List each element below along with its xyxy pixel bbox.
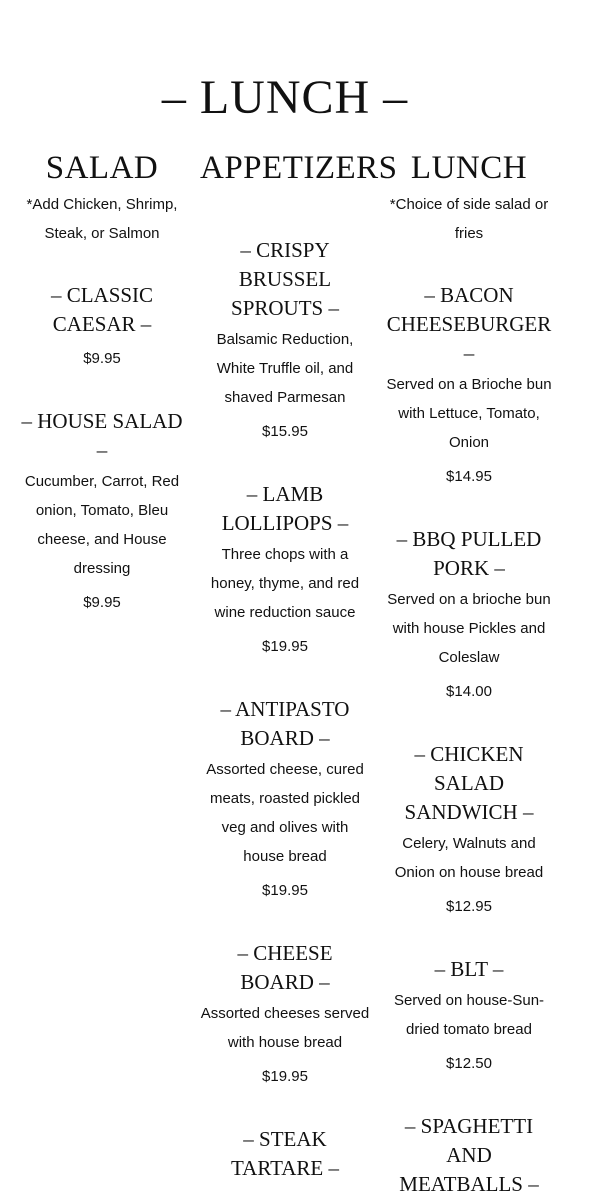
column-title: APPETIZERS: [200, 150, 398, 186]
menu-column-lunch: [384, 148, 554, 1199]
menu-item-chicken-salad-sandwich: [384, 740, 554, 917]
menu-item-price: $19.95: [262, 638, 308, 655]
menu-item-price: $14.95: [446, 468, 492, 485]
column-note: *Add Chicken, Shrimp, Steak, or Salmon: [26, 196, 178, 242]
menu-item-description: Served on a Brioche bun with Lettuce, Tomato, Onion: [386, 376, 552, 451]
menu-item-name: – CLASSIC CAESAR –: [50, 283, 154, 336]
column-title: SALAD: [45, 150, 159, 186]
menu-item-lamb-lollipops: [200, 480, 370, 657]
menu-item-bacon-cheeseburger: [384, 281, 554, 487]
menu-item-blt: [384, 955, 554, 1074]
column-title: LUNCH: [410, 150, 528, 186]
menu-item-name: – LAMB LOLLIPOPS –: [221, 482, 349, 535]
menu-column-salad: [20, 148, 184, 613]
menu-item-name: – SPAGHETTI AND MEATBALLS –: [399, 1114, 539, 1196]
menu-item-name: – BACON CHEESEBURGER –: [386, 283, 552, 365]
menu-item-price: $9.95: [83, 594, 121, 611]
menu-item-classic-caesar: [20, 281, 184, 369]
menu-column-appetizers: [200, 148, 398, 1183]
menu-item-crispy-brussel-sprouts: [200, 236, 370, 442]
menu-item-price: $9.95: [83, 350, 121, 367]
menu-item-name: – ANTIPASTO BOARD –: [220, 697, 350, 750]
menu-item-steak-tartare: [200, 1125, 370, 1183]
menu-item-name: – CHICKEN SALAD SANDWICH –: [404, 742, 534, 824]
menu-item-description: Celery, Walnuts and Onion on house bread: [394, 835, 544, 881]
menu-item-description: Assorted cheeses served with house bread: [200, 1005, 370, 1051]
menu-item-antipasto-board: [200, 695, 370, 901]
menu-item-description: Balsamic Reduction, White Truffle oil, and shaved Parmesan: [216, 331, 354, 406]
menu-item-description: Served on house-Sun-dried tomato bread: [393, 992, 545, 1038]
menu-item-price: $19.95: [262, 1068, 308, 1085]
menu-item-price: $19.95: [262, 882, 308, 899]
page-title: – LUNCH –: [161, 71, 409, 125]
menu-item-name: – CRISPY BRUSSEL SPROUTS –: [231, 238, 339, 320]
menu-item-name: – BLT –: [434, 957, 504, 981]
menu-item-name: – HOUSE SALAD –: [21, 409, 183, 462]
menu-item-price: $15.95: [262, 423, 308, 440]
menu-item-price: $12.95: [446, 898, 492, 915]
column-note: *Choice of side salad or fries: [389, 196, 549, 242]
menu-item-price: $14.00: [446, 683, 492, 700]
menu-item-cheese-board: [200, 939, 370, 1087]
menu-item-house-salad: [20, 407, 184, 613]
menu-item-name: – CHEESE BOARD –: [237, 941, 333, 994]
menu-item-description: Served on a brioche bun with house Pickles and Coleslaw: [387, 591, 551, 666]
menu-item-name: – BBQ PULLED PORK –: [396, 527, 542, 580]
menu-item-description: Three chops with a honey, thyme, and red wine reduction sauce: [210, 546, 360, 621]
menu-item-description: Assorted cheese, cured meats, roasted pickled veg and olives with house bread: [206, 761, 364, 865]
menu-item-bbq-pulled-pork: [384, 525, 554, 702]
menu-item-description: Cucumber, Carrot, Red onion, Tomato, Bleu cheese, and House dressing: [24, 473, 180, 577]
menu-item-name: – STEAK TARTARE –: [231, 1127, 339, 1180]
menu-item-price: $12.50: [446, 1055, 492, 1072]
